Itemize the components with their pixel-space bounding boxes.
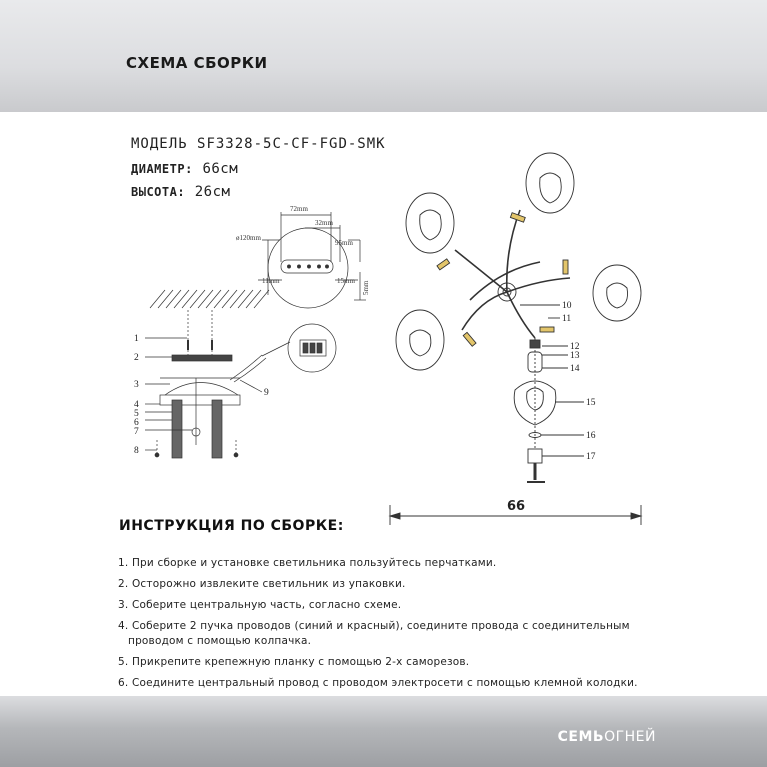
height-value: 26см	[194, 184, 231, 200]
dim-11mm: 11mm	[262, 277, 280, 285]
step-2: 2. Осторожно извлеките светильник из упаковки.	[118, 578, 406, 590]
callout-9: 9	[264, 388, 269, 398]
model-label: МОДЕЛЬ	[131, 136, 188, 152]
callout-17: 17	[586, 452, 596, 462]
step-5: 5. Прикрепите крепежную планку с помощью 2-х саморезов.	[118, 656, 470, 668]
callout-4: 4	[134, 400, 139, 410]
width-dimension-label: 66	[507, 499, 526, 514]
height-label: ВЫСОТА:	[131, 185, 186, 199]
callout-2: 2	[134, 353, 139, 363]
shade-top-right	[526, 153, 574, 213]
step-1: 1. При сборке и установке светильника пользуйтесь перчатками.	[118, 557, 497, 569]
shade-top-left	[406, 193, 454, 253]
dim-72mm: 72mm	[290, 205, 308, 213]
dim-5mm: 5mm	[362, 280, 370, 295]
side-view-diagram	[145, 290, 336, 458]
ceiling-hatch	[150, 290, 269, 308]
callout-14: 14	[570, 364, 580, 374]
callout-3: 3	[134, 380, 139, 390]
diameter-label: ДИАМЕТР:	[131, 162, 193, 176]
model-value: SF3328-5C-CF-FGD-SMK	[197, 136, 386, 152]
dim-120mm: ø120mm	[236, 234, 261, 242]
dim-32mm: 32mm	[315, 219, 333, 227]
brand-logo	[558, 729, 656, 745]
callout-11: 11	[562, 314, 572, 324]
diameter-value: 66см	[202, 161, 239, 177]
step-6: 6. Соедините центральный провод с проводом электросети с помощью клемной колодки.	[118, 677, 638, 689]
callout-8: 8	[134, 446, 139, 456]
page-title: СХЕМА СБОРКИ	[126, 54, 268, 72]
shade-left	[396, 310, 444, 370]
callout-7: 7	[134, 427, 139, 437]
step-4: 4. Соберите 2 пучка проводов (синий и красный), соедините провода с соединительным	[118, 620, 630, 632]
dim-15mm: 15mm	[337, 277, 355, 285]
callout-1: 1	[134, 334, 139, 344]
brand-light: ОГНЕЙ	[604, 729, 656, 745]
callout-12: 12	[570, 342, 580, 352]
callout-16: 16	[586, 431, 596, 441]
instructions-title: ИНСТРУКЦИЯ ПО СБОРКЕ:	[119, 518, 344, 534]
step-3: 3. Соберите центральную часть, согласно схеме.	[118, 599, 402, 611]
step-4-cont: проводом с помощью колпачка.	[128, 635, 312, 647]
callout-5: 5	[134, 409, 139, 419]
callout-15: 15	[586, 398, 596, 408]
shade-right	[593, 265, 641, 321]
mount-plate-diagram	[258, 212, 366, 308]
callout-13: 13	[570, 351, 580, 361]
top-view-diagram	[390, 153, 641, 525]
dim-95mm: 95mm	[335, 239, 353, 247]
callout-10: 10	[562, 301, 572, 311]
brand-bold: СЕМЬ	[557, 729, 605, 745]
callout-6: 6	[134, 418, 139, 428]
